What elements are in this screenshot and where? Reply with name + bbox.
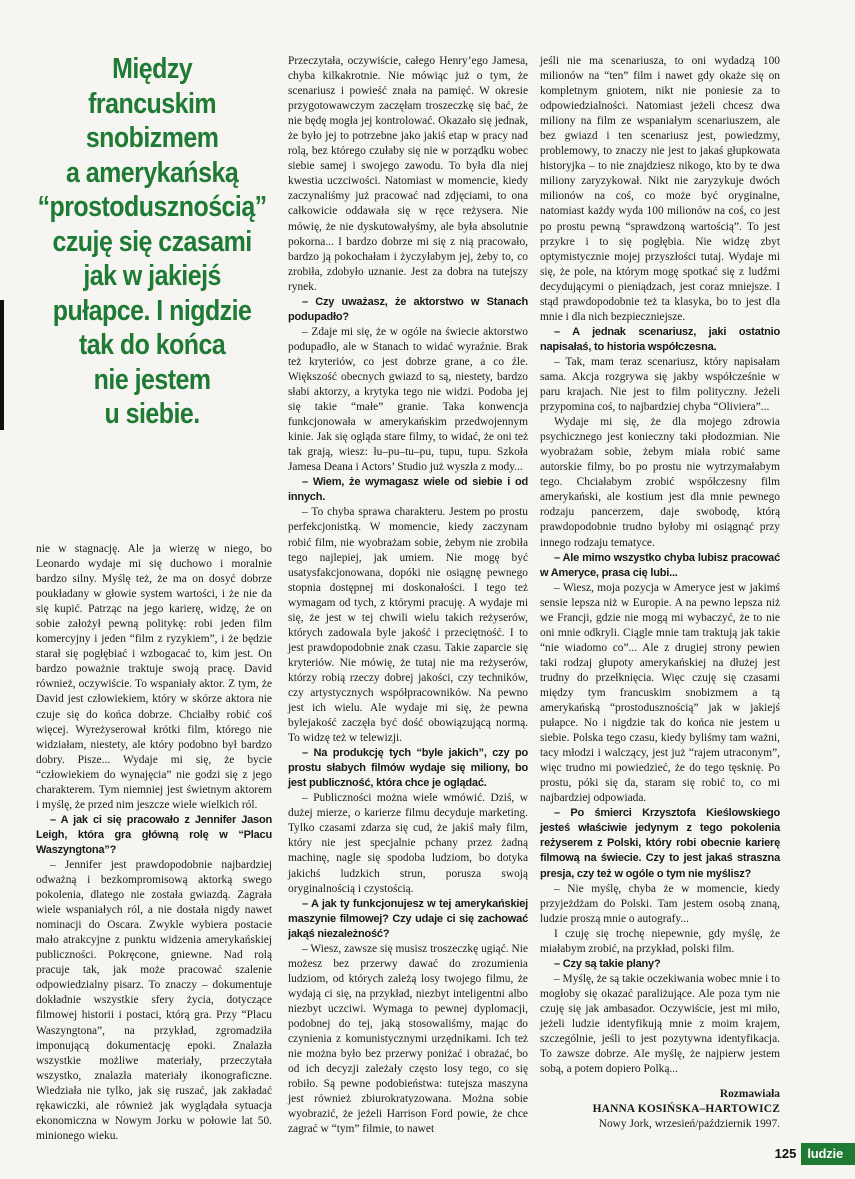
article-paragraph: Wydaje mi się, że dla mojego zdrowia psychicznego jest konieczny taki płodozmian. Nie wyobrażam sobie, żebym miała robić same autorskie filmy, bo po prostu nie wytrzymałabym tego. Chciałabym zrobić współczesny film amerykański, ale kostium jest dla mnie pewnego rodzaju pancerzem, daje swobodę, którą prawdopodobnie trudno byłoby mi osiągnąć przy innego rodzaju tematyce. — [540, 416, 780, 549]
article-paragraph: I czuję się trochę niepewnie, gdy myślę, że miałabym zrobić, na przykład, polski film. — [540, 927, 780, 955]
article-column-3 — [540, 54, 780, 1132]
interview-question: – A jak ci się pracowało z Jennifer Jason Leigh, która gra główną rolę w “Placu Waszyngtona”? — [36, 813, 272, 856]
article-column-2 — [288, 54, 528, 1137]
pullquote-line: nie jestem — [93, 363, 211, 396]
pullquote-line: tak do końca — [78, 329, 226, 361]
signature-place: Nowy Jork, wrzesień/październik 1997. — [598, 1118, 780, 1131]
pullquote-line: snobizmem — [85, 122, 219, 154]
interview-question: – Na produkcję tych “byle jakich”, czy po prostu słabych filmów wydaje się miliony, bo jest publiczność, która chce je oglądać. — [288, 747, 528, 790]
article-paragraph: – Zdaje mi się, że w ogóle na świecie aktorstwo podupadło, ale w Stanach to widać wyraźnie. Brak też kryteriów, co jest dobrze grane, a co źle. Większość obecnych gwiazd to są, niestety, bardzo słabi aktorzy, a krytyka tego nie widzi. Podoba jej się takie “małe” granie. Taka konwencja funkcjonowała w amerykańskim przedwojennym kinie. Jak się ogląda stare filmy, to widać, że oni też tak grają, wiesz: łu–pu–tu–pu, tupu, tupu. Szkoła Jamesa Deana i Actors’ Studio już wyszła z mody... — [288, 325, 528, 474]
pullquote — [36, 52, 268, 432]
article-paragraph: – Wiesz, moja pozycja w Ameryce jest w jakimś sensie lepsza niż w Europie. A na pewno lepsza niż we Francji, gdzie nie mogą mi wybaczyć, że to nie oni mnie odkryli. Ciągle mnie tam traktują jak takie “nie wiadomo co”... Ale z drugiej strony pewien taki rodzaj głupoty amerykańskiej na dłużej jest trudny do przełknięcia. Więc czuję się czasami między tym francuskim snobizmem a tą amerykańską “prostodusznością” jak w jakiejś pułapce. No i nigdzie tak do końca nie jestem u siebie. Polska tego czasu, kiedy byliśmy tam ważni, tacy młodzi i walczący, jest już “rajem utraconym”, więc trudno mi powiedzieć, że do tego tęsknię. Po prostu, póki się da, staram się robić to, co mi najbardziej odpowiada. — [540, 581, 780, 805]
article-paragraph: – Myślę, że są takie oczekiwania wobec mnie i to mogłoby się okazać paraliżujące. Ale poza tym nie czuję się jak ambasador. Oczywiście, jest mi miło, jeżeli ludzie identyfikują mnie z moim krajem, szczególnie, jeśli to jest pozytywna identyfikacja. To zawsze dobrze. Ale myślę, że najpierw jestem sobą, a potem dopiero Polką... — [540, 972, 780, 1076]
signature-author: HANNA KOSIŃSKA–HARTOWICZ — [592, 1103, 780, 1116]
article-paragraph: – Jennifer jest prawdopodobnie najbardziej odważną i bezkompromisową aktorką swego pokolenia, dlatego nie została gwiazdą. Zagrała wiele wspaniałych ról, a nie dostała nigdy nawet nominacji do Oscara. Zwykle wybiera postacie mało atrakcyjne z punktu widzenia amerykańskiej publiczności. Pokręcone, gniewne. Nad rolą pracuje tak, jak może pracować szalenie odpowiedzialny pisarz. To znaczy – dokumentuje dokładnie wszystkie sfery życia, dotyczące filmowej historii i postaci, którą gra. Przy “Placu Waszyngtona”, na przykład, zgromadziła imponującą dokumentację epoki. Znalazła wszystkie możliwe materiały, przeczytała wszystko, znalazła materiały ikonograficzne. Wiedziała nie tylko, jak się ruszać, jak zakładać rękawiczki, ale również jak wyglądała sytuacja ekonomiczna w Nowym Jorku w połowie lat 50. minionego wieku. — [36, 858, 272, 1142]
article-paragraph: – Publiczności można wiele wmówić. Dziś, w dużej mierze, o karierze filmu decyduje marketing. Tylko czasami zdarza się cud, że jakiś mały film, który nie jest specjalnie pchany przez żadną machinę, nagle się spodoba ludziom, bo dotyka jakichś ludzkich strun, porusza swoją oryginalnością i czystością. — [288, 792, 528, 895]
interview-question: – A jak ty funkcjonujesz w tej amerykańskiej maszynie filmowej? Czy udaje ci się zachować jakąś niezależność? — [288, 897, 528, 940]
article-column-1 — [36, 542, 272, 1144]
article-paragraph: jeśli nie ma scenariusza, to oni wydadzą 100 milionów na “ten” film i nawet gdy okaże się on kompletnym gniotem, nikt nie poniesie za to odpowiedzialności. Natomiast jeżeli chcesz dwa miliony na film ze wspaniałym scenariuszem, ale bez gwiazd i ten scenariusz jest, powiedzmy, problemowy, to znaczy nie jest to jakaś głupkowata historyjka – to nie znajdziesz nikogo, kto by te dwa miliony zaryzykował. Nikt nie zaryzykuje dwóch milionów na coś, co może być oryginalne, natomiast każdy wyda 100 milionów na coś, co jest po prostu pewną “sprawdzoną wartością”. To jest przykre i to się pogłębia. Nie widzę zbyt optymistycznie mojej przyszłości tutaj. Wydaje mi się, że pole, na którym mogę spotkać się z ludźmi decydującymi o pieniądzach, jest coraz mniejsze. I stąd prawdopodobnie też ta klasyka, bo to jest dla mnie i dla nich bezpieczniejsze. — [540, 55, 780, 323]
pullquote-line: “prostodusznością” — [37, 191, 267, 223]
article-paragraph: – Wiesz, zawsze się musisz troszeczkę ugiąć. Nie możesz bez przerwy dawać do zrozumienia ludziom, od których zależą losy twojego filmu, że wydają ci się, na przykład, niezbyt inteligentni albo niezbyt uczciwi. Wymaga to pewnej dyplomacji, podobnej do tej, jaką stosowaliśmy, mając do czynienia z komunistycznymi urzędnikami. Ich też nie można było bez przerwy poniżać i obrażać, bo od ich decyzji zależały często losy tego, co się robiło. Są pewne podobieństwa: tutejsza maszyna jest również zbiurokratyzowana. Można sobie wyobrazić, że jeżeli Harrison Ford powie, że chce zagrać w “tym” filmie, to nawet — [288, 942, 528, 1136]
pullquote-line: francuskim — [88, 87, 217, 120]
interview-question: – A jednak scenariusz, jaki ostatnio napisałaś, to historia współczesna. — [540, 325, 780, 353]
page-edge-bar — [0, 300, 4, 430]
article-paragraph: – Nie myślę, chyba że w momencie, kiedy przyjeżdżam do Polski. Tam jestem osobą znaną, ludzie proszą mnie o autografy... — [540, 882, 780, 925]
article-paragraph: nie w stagnację. Ale ja wierzę w niego, bo Leonardo wydaje mi się duchowo i moralnie bardzo silny. Myślę też, że ma on dosyć dobrze poukładany w głowie system wartości, i że nie da się kupić. Patrząc na jego karierę, widzę, że on sobie założył pewną politykę: robi jeden film komercyjny i jeden “film z ryzykiem”, i że będzie starał się pogłębiać i wzbogacać to, kim jest. On bardzo poważnie traktuje swoją pracę. David również, oczywiście. To wspaniały aktor. Z tym, że David jest człowiekiem, który w skórze aktora nie czuje się do końca dobrze. Chciałby robić coś więcej. Wyreżyserował krótki film, którego nie widziałam, niestety, ale który podobno był bardzo dobry. Pisze... Wydaje mi się, że bycie “człowiekiem do wynajęcia” nie godzi się z jego charakterem. Tym niemniej jest świetnym aktorem i myślę, że przed nim jeszcze wiele wielkich ról. — [36, 543, 272, 811]
pullquote-line: Między — [112, 53, 193, 85]
interview-question: – Czy uważasz, że aktorstwo w Stanach podupadło? — [288, 295, 528, 323]
pullquote-line: a amerykańską — [66, 156, 239, 189]
interview-question: – Wiem, że wymagasz wiele od siebie i od innych. — [288, 476, 528, 504]
signature-role: Rozmawiała — [719, 1088, 780, 1101]
article-paragraph: – Tak, mam teraz scenariusz, który napisałam sama. Akcja rozgrywa się jakby współcześnie w paru krajach. Nie jest to film polityczny. Jeżeli przypomina coś, to najbardziej chyba “Oliviera”... — [540, 355, 780, 414]
pullquote-line: u siebie. — [104, 398, 200, 430]
page-number: 125 — [774, 1146, 797, 1161]
pullquote-line: jak w jakiejś — [83, 260, 221, 292]
pullquote-line: czuję się czasami — [52, 225, 252, 258]
interview-question: – Czy są takie plany? — [554, 957, 661, 970]
interview-question: – Ale mimo wszystko chyba lubisz pracować w Ameryce, prasa cię lubi... — [540, 551, 780, 579]
article-paragraph: – To chyba sprawa charakteru. Jestem po prostu perfekcjonistką. W momencie, kiedy zaczynam robić film, nie wyobrażam sobie, żebym nie zrobiła tego najlepiej, jak umiem. Nie mogę być usatysfakcjonowana, dopóki nie osiągnę pewnego stopnia dostępnej mi doskonałości. I tego też wymagam od tych, z którymi pracuję. A wydaje mi się, że jest w tej chwili wielu takich reżyserów, których zadowala byle jakość i przeciętność. I to jest prawdopodobnie znak czasu. Takie zaparcie się kryteriów. Nie mówię, że tutaj nie ma reżyserów, którzy robią rzeczy dobrej jakości, czy techników, czy artystycznych współpracowników. Na pewno jest ich wielu. Ale wydaje mi się, że pewna bylejakość zaczęła być dość obowiązującą normą. To widzę też w telewizji. — [288, 506, 528, 745]
pullquote-line: pułapce. I nigdzie — [52, 294, 252, 327]
section-tag: ludzie — [801, 1143, 855, 1165]
article-paragraph: Przeczytała, oczywiście, całego Henry’ego Jamesa, chyba kilkakrotnie. Nie mówiąc już o tym, że scenariusz i powieść znała na pamięć. W okresie przygotowawczym zaczęłam troszeczkę się bać, że nie będę mogła jej kontrolować. Okazało się jednak, że było jej to potrzebne jako jakiś etap w pracy nad rolą, bez którego czułaby się nie w porządku wobec siebie samej i swojego zawodu. To była dla niej kwestia uczciwości. Natomiast w momencie, kiedy zaczynaliśmy już pracować nad zdjęciami, to ona całkowicie oddawała się w ręce reżysera. Nie mówię, że nie dyskutowałyśmy, ale była absolutnie pokorna... I bardzo dobrze mi się z nią pracowało, bardzo ją pokochałam i życzyłabym jej, żeby to, co zrobiła, zdobyło uznanie. Jest za dobra na tutejszy rynek. — [288, 55, 528, 293]
interview-question: – Po śmierci Krzysztofa Kieślowskiego jesteś właściwie jedynym z tego pokolenia reżyserem z Polski, który robi obecnie karierę filmową na świecie. Czy to jest jakaś straszna presja, czy też w ogóle o tym nie myślisz? — [540, 807, 780, 880]
page-footer — [775, 1143, 855, 1165]
signature — [540, 1087, 780, 1132]
